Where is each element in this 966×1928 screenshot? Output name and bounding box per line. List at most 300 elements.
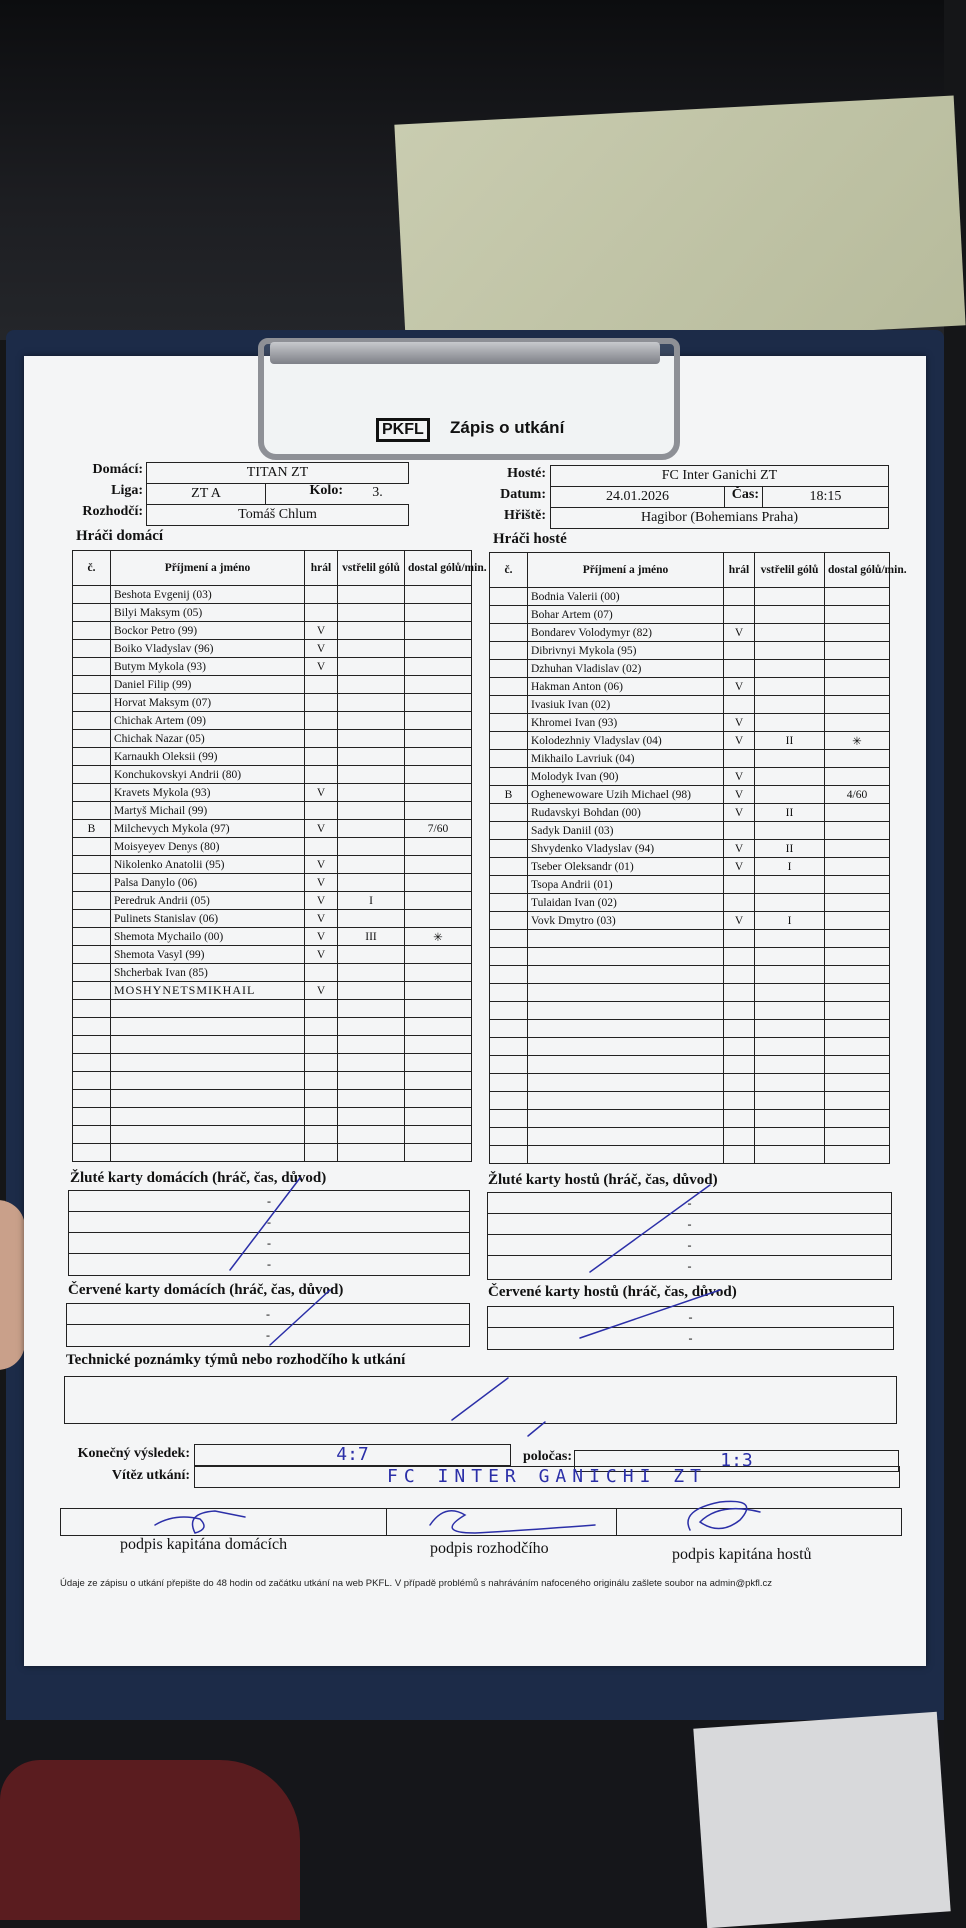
player-scored — [338, 766, 405, 784]
table-row — [73, 1036, 472, 1054]
player-scored — [338, 1144, 405, 1162]
player-conceded — [405, 748, 472, 766]
player-played — [305, 730, 338, 748]
background-sheet — [693, 1712, 950, 1928]
player-scored: I — [755, 912, 825, 930]
finger — [0, 1200, 25, 1370]
player-played — [305, 676, 338, 694]
player-played — [724, 696, 755, 714]
player-played: V — [305, 856, 338, 874]
player-name: Pulinets Stanislav (06) — [111, 910, 305, 928]
player-name: Tulaidan Ivan (02) — [528, 894, 724, 912]
player-played — [724, 984, 755, 1002]
player-number — [73, 874, 111, 892]
player-number — [490, 966, 528, 984]
player-played — [724, 1110, 755, 1128]
player-name — [111, 1072, 305, 1090]
player-scored — [755, 1146, 825, 1164]
player-played — [724, 1146, 755, 1164]
player-number — [490, 696, 528, 714]
player-number — [73, 856, 111, 874]
player-number — [73, 676, 111, 694]
yellow-home-row: - — [69, 1212, 469, 1233]
player-conceded — [825, 1092, 890, 1110]
player-scored: I — [338, 892, 405, 910]
player-played — [724, 750, 755, 768]
player-scored — [338, 1000, 405, 1018]
player-number — [73, 802, 111, 820]
player-name: Milchevych Mykola (97) — [111, 820, 305, 838]
table-row — [73, 802, 472, 820]
player-number — [490, 1020, 528, 1038]
table-row — [73, 604, 472, 622]
time-value: 18:15 — [762, 486, 889, 508]
player-scored — [755, 1128, 825, 1146]
player-conceded — [825, 894, 890, 912]
date-label: Datum: — [500, 487, 546, 502]
footer-note: Údaje ze zápisu o utkání přepište do 48 hodin od začátku utkání na web PKFL. V případě problémů s nahráváním nafoceného originálu zašlete soubor na admin@pkfl.cz — [60, 1578, 773, 1589]
player-scored — [755, 1110, 825, 1128]
player-played — [724, 822, 755, 840]
table-row — [490, 732, 890, 750]
player-scored — [338, 1036, 405, 1054]
table-row — [73, 1054, 472, 1072]
player-played — [724, 894, 755, 912]
player-number — [73, 1054, 111, 1072]
table-row — [490, 1056, 890, 1074]
player-played: V — [724, 786, 755, 804]
player-name — [111, 1126, 305, 1144]
player-name: Shvydenko Vladyslav (94) — [528, 840, 724, 858]
player-name — [528, 984, 724, 1002]
table-row — [73, 892, 472, 910]
player-played — [724, 1002, 755, 1020]
player-number — [490, 1110, 528, 1128]
player-conceded — [405, 892, 472, 910]
player-conceded — [405, 964, 472, 982]
player-number — [490, 822, 528, 840]
player-name: Boiko Vladyslav (96) — [111, 640, 305, 658]
table-row — [490, 912, 890, 930]
player-name: Chichak Artem (09) — [111, 712, 305, 730]
player-played: V — [305, 658, 338, 676]
player-scored — [338, 1126, 405, 1144]
player-name — [528, 1128, 724, 1146]
table-row — [73, 730, 472, 748]
player-name — [528, 1020, 724, 1038]
player-played: V — [724, 714, 755, 732]
player-name: Ivasiuk Ivan (02) — [528, 696, 724, 714]
table-row — [73, 820, 472, 838]
table-row — [73, 640, 472, 658]
table-row — [73, 1018, 472, 1036]
player-played — [305, 1072, 338, 1090]
col-conceded: dostal gólů/min. — [825, 553, 890, 588]
player-conceded — [825, 1002, 890, 1020]
player-played: V — [724, 912, 755, 930]
player-number — [73, 640, 111, 658]
winner-value: FC INTER GANICHI ZT — [194, 1466, 900, 1488]
table-row — [490, 948, 890, 966]
table-row — [490, 768, 890, 786]
player-number — [490, 930, 528, 948]
red-cards-away-box — [487, 1306, 894, 1350]
player-conceded — [405, 766, 472, 784]
background-paper — [394, 96, 965, 355]
table-row — [73, 1108, 472, 1126]
table-row — [490, 714, 890, 732]
player-number — [73, 838, 111, 856]
player-conceded — [825, 804, 890, 822]
player-played — [724, 1128, 755, 1146]
player-scored: III — [338, 928, 405, 946]
player-scored — [338, 910, 405, 928]
player-name: Chichak Nazar (05) — [111, 730, 305, 748]
table-row — [73, 982, 472, 1000]
player-conceded — [405, 640, 472, 658]
player-scored — [338, 820, 405, 838]
player-played — [305, 1144, 338, 1162]
player-name: Bilyi Maksym (05) — [111, 604, 305, 622]
player-name — [111, 1054, 305, 1072]
player-number — [73, 730, 111, 748]
player-scored — [338, 586, 405, 604]
player-name: Martyš Michail (99) — [111, 802, 305, 820]
player-played: V — [724, 678, 755, 696]
round-label: Kolo: — [309, 483, 343, 498]
player-name — [111, 1108, 305, 1126]
home-roster-header — [73, 551, 472, 586]
player-played: V — [724, 624, 755, 642]
player-conceded — [405, 730, 472, 748]
player-conceded — [825, 822, 890, 840]
player-conceded — [825, 1074, 890, 1092]
player-number — [73, 964, 111, 982]
player-name: Bondarev Volodymyr (82) — [528, 624, 724, 642]
player-conceded — [405, 1054, 472, 1072]
player-number — [490, 984, 528, 1002]
player-conceded — [825, 750, 890, 768]
player-name: Peredruk Andrii (05) — [111, 892, 305, 910]
player-name: Karnaukh Oleksii (99) — [111, 748, 305, 766]
player-scored — [755, 1056, 825, 1074]
player-scored — [755, 588, 825, 606]
player-conceded — [825, 768, 890, 786]
player-scored — [755, 1074, 825, 1092]
player-name: Kravets Mykola (93) — [111, 784, 305, 802]
player-scored — [755, 894, 825, 912]
player-name — [528, 966, 724, 984]
player-scored: II — [755, 804, 825, 822]
yellow-away-row: - — [488, 1193, 891, 1214]
player-number — [73, 1144, 111, 1162]
player-scored — [338, 748, 405, 766]
table-row — [490, 606, 890, 624]
yellow-home-row: - — [69, 1191, 469, 1212]
away-label: Hosté: — [507, 466, 546, 481]
away-captain-signature-label: podpis kapitána hostů — [672, 1546, 812, 1563]
player-conceded — [825, 660, 890, 678]
player-number — [73, 946, 111, 964]
player-name: Tsopa Andrii (01) — [528, 876, 724, 894]
table-row — [73, 784, 472, 802]
player-name — [528, 930, 724, 948]
player-scored — [755, 1092, 825, 1110]
player-number — [490, 948, 528, 966]
player-played: V — [305, 640, 338, 658]
player-number — [490, 1092, 528, 1110]
player-played — [724, 1056, 755, 1074]
player-name: Beshota Evgenij (03) — [111, 586, 305, 604]
player-scored: II — [755, 732, 825, 750]
player-conceded — [825, 948, 890, 966]
home-team: TITAN ZT — [146, 462, 409, 484]
player-played — [305, 748, 338, 766]
table-row — [73, 766, 472, 784]
player-scored — [755, 984, 825, 1002]
player-scored — [755, 822, 825, 840]
player-number — [73, 1126, 111, 1144]
notes-title: Technické poznámky týmů nebo rozhodčího k utkání — [66, 1352, 406, 1368]
background-red-cloth — [0, 1760, 300, 1920]
col-number: č. — [490, 553, 528, 588]
player-played — [305, 766, 338, 784]
player-scored — [755, 1020, 825, 1038]
player-conceded — [825, 912, 890, 930]
yellow-away-row: - — [687, 1259, 692, 1273]
col-scored: vstřelil gólů — [338, 551, 405, 586]
player-played — [724, 1020, 755, 1038]
player-played — [305, 1000, 338, 1018]
col-scored: vstřelil gólů — [755, 553, 825, 588]
player-scored — [755, 660, 825, 678]
player-played: V — [724, 768, 755, 786]
player-name: Bodnia Valerii (00) — [528, 588, 724, 606]
red-home-row: - — [266, 1328, 270, 1342]
table-row — [490, 804, 890, 822]
table-row — [490, 588, 890, 606]
player-played: V — [305, 622, 338, 640]
player-name — [528, 1092, 724, 1110]
player-conceded — [825, 714, 890, 732]
table-row — [490, 624, 890, 642]
player-name: Kolodezhniy Vladyslav (04) — [528, 732, 724, 750]
signature-divider — [386, 1508, 387, 1536]
player-scored — [755, 624, 825, 642]
player-conceded — [825, 1128, 890, 1146]
table-row — [490, 1074, 890, 1092]
table-row — [490, 930, 890, 948]
player-conceded — [405, 676, 472, 694]
player-conceded — [405, 586, 472, 604]
red-home-row: - — [67, 1304, 469, 1325]
player-name: Rudavskyi Bohdan (00) — [528, 804, 724, 822]
player-scored — [338, 694, 405, 712]
player-played: V — [305, 784, 338, 802]
player-played: V — [305, 982, 338, 1000]
player-conceded: ✳ — [825, 732, 890, 750]
home-roster-table — [72, 550, 487, 1162]
player-scored — [338, 604, 405, 622]
player-name: Shemota Mychailo (00) — [111, 928, 305, 946]
table-row — [73, 586, 472, 604]
table-row — [490, 840, 890, 858]
player-number — [73, 928, 111, 946]
player-number — [73, 892, 111, 910]
player-played: V — [724, 732, 755, 750]
player-played — [305, 802, 338, 820]
table-row — [490, 1146, 890, 1164]
winner-label: Vítěz utkání: — [111, 1468, 190, 1483]
player-conceded — [825, 696, 890, 714]
player-number — [490, 1128, 528, 1146]
table-row — [73, 748, 472, 766]
player-scored — [338, 622, 405, 640]
league-value: ZT A — [146, 483, 266, 505]
time-label: Čas: — [731, 487, 759, 502]
player-played — [724, 1092, 755, 1110]
player-conceded — [825, 606, 890, 624]
player-name — [528, 1074, 724, 1092]
col-played: hrál — [724, 553, 755, 588]
player-name — [528, 948, 724, 966]
player-conceded — [825, 678, 890, 696]
player-name — [528, 1056, 724, 1074]
player-conceded — [825, 966, 890, 984]
table-row — [73, 856, 472, 874]
player-number — [73, 712, 111, 730]
player-number — [490, 660, 528, 678]
player-name: Oghenewoware Uzih Michael (98) — [528, 786, 724, 804]
player-scored — [338, 784, 405, 802]
table-row — [490, 696, 890, 714]
player-name: Moisyeyev Denys (80) — [111, 838, 305, 856]
player-played: V — [305, 928, 338, 946]
signature-row — [60, 1508, 902, 1536]
player-conceded — [405, 1072, 472, 1090]
yellow-away-row: - — [488, 1235, 891, 1256]
red-cards-home-box — [66, 1303, 470, 1347]
player-number — [490, 750, 528, 768]
player-name: Bockor Petro (99) — [111, 622, 305, 640]
away-team: FC Inter Ganichi ZT — [550, 465, 889, 487]
player-played — [724, 606, 755, 624]
player-number — [490, 804, 528, 822]
player-conceded — [825, 858, 890, 876]
player-number — [73, 982, 111, 1000]
player-scored — [755, 678, 825, 696]
player-number — [490, 588, 528, 606]
player-number — [490, 894, 528, 912]
table-row — [490, 858, 890, 876]
table-row — [490, 678, 890, 696]
player-scored — [755, 1002, 825, 1020]
player-number: B — [73, 820, 111, 838]
player-conceded — [405, 982, 472, 1000]
table-row — [73, 694, 472, 712]
table-row — [490, 984, 890, 1002]
player-conceded — [825, 1056, 890, 1074]
player-played — [305, 712, 338, 730]
player-played — [305, 964, 338, 982]
player-scored — [338, 658, 405, 676]
red-cards-away-title: Červené karty hostů (hráč, čas, důvod) — [488, 1284, 737, 1300]
home-label: Domácí: — [92, 462, 143, 477]
table-row — [490, 660, 890, 678]
player-name — [111, 1036, 305, 1054]
player-played — [724, 1074, 755, 1092]
table-row — [490, 1002, 890, 1020]
player-played — [724, 948, 755, 966]
player-conceded — [825, 588, 890, 606]
player-name — [111, 1018, 305, 1036]
table-row — [490, 1092, 890, 1110]
player-conceded — [825, 1020, 890, 1038]
player-scored — [338, 1018, 405, 1036]
pkfl-logo: PKFL — [376, 418, 430, 442]
player-played — [305, 1054, 338, 1072]
player-played: V — [305, 820, 338, 838]
referee-label: Rozhodčí: — [82, 504, 143, 519]
page-title: Zápis o utkání — [450, 418, 565, 437]
player-conceded — [405, 802, 472, 820]
player-conceded — [405, 946, 472, 964]
pitch-label: Hřiště: — [504, 508, 546, 523]
player-conceded — [825, 1038, 890, 1056]
away-roster-header — [490, 553, 890, 588]
player-played — [724, 1038, 755, 1056]
player-scored: I — [755, 858, 825, 876]
table-row — [490, 786, 890, 804]
player-conceded — [825, 840, 890, 858]
red-away-row: - — [488, 1307, 893, 1328]
player-scored — [338, 1090, 405, 1108]
table-row — [73, 1000, 472, 1018]
table-row — [490, 1110, 890, 1128]
player-scored — [755, 1038, 825, 1056]
player-number — [490, 840, 528, 858]
player-conceded — [825, 1146, 890, 1164]
player-conceded — [825, 624, 890, 642]
referee-name: Tomáš Chlum — [146, 504, 409, 526]
player-number — [490, 714, 528, 732]
player-conceded — [825, 1110, 890, 1128]
player-conceded — [405, 838, 472, 856]
player-scored — [338, 676, 405, 694]
player-number — [73, 1108, 111, 1126]
player-name — [111, 1144, 305, 1162]
player-played: V — [724, 804, 755, 822]
player-name: Horvat Maksym (07) — [111, 694, 305, 712]
table-row — [73, 1090, 472, 1108]
player-number — [73, 1036, 111, 1054]
player-name: Shemota Vasyl (99) — [111, 946, 305, 964]
clipboard-clip-bar — [270, 342, 660, 364]
player-played — [305, 838, 338, 856]
player-scored — [755, 750, 825, 768]
player-number — [73, 784, 111, 802]
player-name: Khromei Ivan (93) — [528, 714, 724, 732]
player-number — [490, 642, 528, 660]
player-conceded — [405, 622, 472, 640]
player-name: Dzhuhan Vladislav (02) — [528, 660, 724, 678]
player-name — [528, 1146, 724, 1164]
player-name — [111, 1090, 305, 1108]
pitch-value: Hagibor (Bohemians Praha) — [550, 507, 889, 529]
yellow-cards-away-title: Žluté karty hostů (hráč, čas, důvod) — [488, 1172, 718, 1188]
table-row — [73, 676, 472, 694]
player-played — [305, 694, 338, 712]
